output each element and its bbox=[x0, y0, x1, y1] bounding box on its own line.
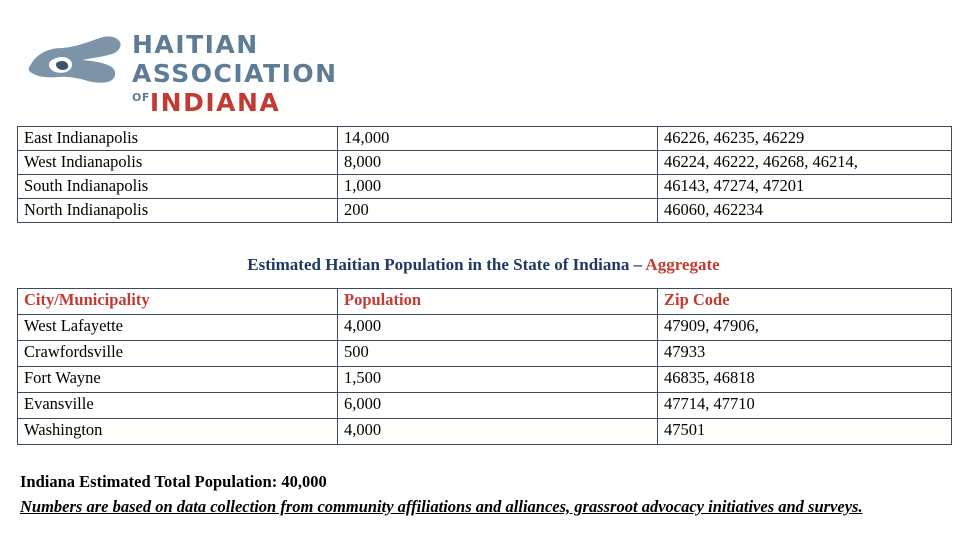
section-heading-main: Estimated Haitian Population in the State of Indiana bbox=[247, 255, 630, 274]
table-row bbox=[18, 367, 952, 393]
section-heading bbox=[0, 255, 967, 275]
cell-zip: 46143, 47274, 47201 bbox=[658, 175, 952, 199]
cell-population: 200 bbox=[338, 199, 658, 223]
cell-population: 6,000 bbox=[338, 393, 658, 419]
indianapolis-population-table bbox=[17, 126, 952, 223]
cell-zip: 47909, 47906, bbox=[658, 315, 952, 341]
cell-zip: 46224, 46222, 46268, 46214, bbox=[658, 151, 952, 175]
table-row bbox=[18, 175, 952, 199]
table-row bbox=[18, 127, 952, 151]
aggregate-population-table bbox=[17, 288, 952, 445]
cell-population: 4,000 bbox=[338, 419, 658, 445]
logo-wordmark bbox=[132, 20, 338, 115]
table-header-row bbox=[18, 289, 952, 315]
logo-line-indiana bbox=[132, 90, 338, 115]
logo-indiana-text: INDIANA bbox=[149, 88, 281, 117]
section-heading-accent: Aggregate bbox=[645, 255, 720, 274]
cell-population: 1,500 bbox=[338, 367, 658, 393]
cell-zip: 47501 bbox=[658, 419, 952, 445]
header-city: City/Municipality bbox=[18, 289, 338, 315]
cell-city: West Indianapolis bbox=[18, 151, 338, 175]
header-zip: Zip Code bbox=[658, 289, 952, 315]
footer bbox=[20, 472, 940, 518]
table-row bbox=[18, 315, 952, 341]
table-row bbox=[18, 341, 952, 367]
cell-city: West Lafayette bbox=[18, 315, 338, 341]
methodology-note: Numbers are based on data collection from community affiliations and alliances, grassroot advocacy initiatives and surveys. bbox=[20, 497, 863, 516]
organization-logo bbox=[22, 20, 338, 120]
cell-zip: 47714, 47710 bbox=[658, 393, 952, 419]
table-row bbox=[18, 151, 952, 175]
table-row bbox=[18, 419, 952, 445]
cell-population: 1,000 bbox=[338, 175, 658, 199]
haiti-map-icon bbox=[22, 20, 126, 112]
logo-line-haitian: HAITIAN bbox=[132, 30, 259, 59]
cell-city: Washington bbox=[18, 419, 338, 445]
cell-city: Fort Wayne bbox=[18, 367, 338, 393]
cell-zip: 47933 bbox=[658, 341, 952, 367]
section-heading-dash: – bbox=[633, 255, 643, 274]
total-population-text: Indiana Estimated Total Population: 40,000 bbox=[20, 472, 327, 491]
header-population: Population bbox=[338, 289, 658, 315]
cell-city: Evansville bbox=[18, 393, 338, 419]
cell-zip: 46060, 462234 bbox=[658, 199, 952, 223]
cell-zip: 46226, 46235, 46229 bbox=[658, 127, 952, 151]
cell-city: South Indianapolis bbox=[18, 175, 338, 199]
table-row bbox=[18, 199, 952, 223]
table-row bbox=[18, 393, 952, 419]
cell-zip: 46835, 46818 bbox=[658, 367, 952, 393]
cell-population: 4,000 bbox=[338, 315, 658, 341]
cell-population: 500 bbox=[338, 341, 658, 367]
cell-city: Crawfordsville bbox=[18, 341, 338, 367]
logo-line-association: ASSOCIATION bbox=[132, 59, 338, 88]
cell-city: North Indianapolis bbox=[18, 199, 338, 223]
cell-city: East Indianapolis bbox=[18, 127, 338, 151]
cell-population: 8,000 bbox=[338, 151, 658, 175]
logo-of-text: OF bbox=[132, 91, 150, 104]
cell-population: 14,000 bbox=[338, 127, 658, 151]
